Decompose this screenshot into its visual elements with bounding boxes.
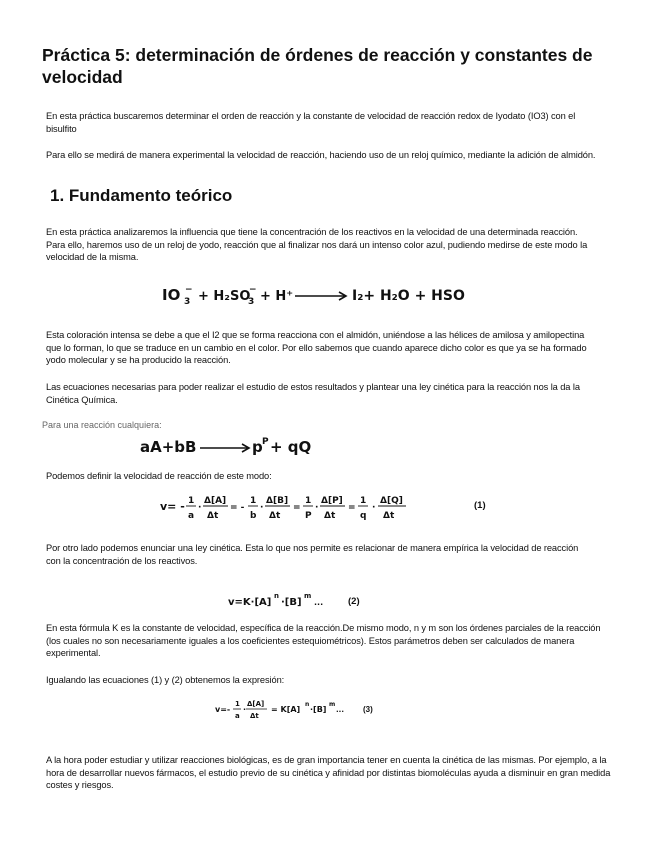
svg-text:·[B]: ·[B] bbox=[281, 597, 302, 608]
svg-text:+ H⁺: + H⁺ bbox=[260, 289, 294, 304]
rate-law-equation bbox=[228, 590, 348, 612]
svg-text:=: = bbox=[348, 503, 356, 513]
svg-text:= K[A]: = K[A] bbox=[271, 705, 301, 714]
svg-text:a: a bbox=[235, 712, 240, 720]
svg-text:·: · bbox=[243, 705, 247, 714]
svg-text:Δ[A]: Δ[A] bbox=[204, 496, 227, 506]
section-heading: 1. Fundamento teórico bbox=[50, 186, 233, 205]
svg-text:·: · bbox=[260, 503, 264, 513]
svg-text:+ H₂SO: + H₂SO bbox=[198, 289, 251, 304]
redox-reaction-equation bbox=[160, 282, 465, 308]
svg-text:v=K·[A]: v=K·[A] bbox=[228, 597, 272, 608]
svg-text:Δt: Δt bbox=[324, 511, 336, 521]
svg-text:Δ[A]: Δ[A] bbox=[247, 700, 265, 708]
svg-text:·: · bbox=[315, 503, 319, 513]
svg-text:3: 3 bbox=[184, 297, 191, 307]
svg-text:P: P bbox=[262, 437, 269, 447]
equation-number-3: (3) bbox=[363, 705, 373, 714]
svg-text:aA+bB: aA+bB bbox=[140, 438, 197, 456]
paragraph-ley-cinetica: Por otro lado podemos enunciar una ley cinética. Esta lo que nos permite es relacionar de manera empírica la velocidad de reacción con la concentración de los reactivos. bbox=[46, 543, 579, 566]
intro-paragraph-2: Para ello se medirá de manera experimental la velocidad de reacción, haciendo uso de un reloj químico, mediante la adición de almidón. bbox=[46, 150, 596, 160]
svg-text:1: 1 bbox=[235, 700, 240, 708]
svg-text:I₂+ H₂O + HSO: I₂+ H₂O + HSO bbox=[352, 288, 465, 304]
rate-definition-equation bbox=[160, 490, 480, 526]
svg-text:−: − bbox=[185, 285, 193, 295]
svg-text:b: b bbox=[250, 511, 257, 521]
svg-text:Δt: Δt bbox=[269, 511, 281, 521]
paragraph-igualando: Igualando las ecuaciones (1) y (2) obtenemos la expresión: bbox=[46, 675, 285, 685]
intro-paragraph-1: En esta práctica buscaremos determinar el orden de reacción y la constante de velocidad de reacción redox de Iyodato (IO3) con el bisulfito bbox=[46, 111, 576, 134]
paragraph-ecuaciones: Las ecuaciones necesarias para poder realizar el estudio de estos resultados y plantear una ley cinética para la reacción nos la da la Cinética Química. bbox=[46, 382, 580, 405]
svg-text:q: q bbox=[360, 511, 367, 521]
general-reaction-equation bbox=[140, 436, 310, 458]
svg-text:−: − bbox=[249, 285, 257, 295]
svg-text:m: m bbox=[329, 701, 336, 708]
svg-text:n: n bbox=[305, 701, 310, 708]
svg-text:P: P bbox=[305, 511, 312, 521]
svg-text:...: ... bbox=[314, 598, 324, 607]
svg-text:v= -: v= - bbox=[160, 500, 185, 513]
svg-text:·: · bbox=[372, 503, 376, 513]
svg-text:·[B]: ·[B] bbox=[310, 705, 327, 714]
svg-text:m: m bbox=[304, 592, 312, 600]
svg-text:=: = bbox=[293, 503, 301, 513]
paragraph-velocidad: Podemos definir la velocidad de reacción de este modo: bbox=[46, 471, 272, 481]
svg-text:1: 1 bbox=[305, 496, 312, 506]
combined-equation bbox=[215, 694, 385, 724]
equation-number-2: (2) bbox=[348, 596, 360, 607]
svg-text:n: n bbox=[274, 592, 279, 600]
svg-text:...: ... bbox=[336, 706, 344, 714]
svg-text:+ qQ: + qQ bbox=[270, 438, 312, 456]
svg-text:= -: = - bbox=[230, 503, 245, 513]
paragraph-formula-k: En esta fórmula K es la constante de velocidad, específica de la reacción.De mismo modo, n y m son los órdenes parciales de la reacción (los cuales no son necesariamente iguales a los coeficientes estequiométricos). Estos parámetros deben ser calculados de manera experimental. bbox=[46, 623, 601, 658]
svg-text:Δ[P]: Δ[P] bbox=[321, 496, 343, 506]
svg-text:3: 3 bbox=[248, 297, 255, 307]
svg-text:Δ[Q]: Δ[Q] bbox=[380, 496, 403, 506]
paragraph-coloracion: Esta coloración intensa se debe a que el I2 que se forma reacciona con el almidón, uniéndose a las hélices de amilosa y amilopectina que lo forman, lo que se traduce en un cambio en el color. Por ello sabemos que cuando aparece dicho color es que ya se ha formado yodo molecular y se ha producido la reacción. bbox=[46, 330, 587, 365]
equation-number-1: (1) bbox=[474, 500, 486, 511]
paragraph-fundamento: En esta práctica analizaremos la influencia que tiene la concentración de los reactivos en la velocidad de una determinada reacción. Para ello, haremos uso de un reloj de yodo, reacción que al finalizar nos dará un intenso color azul, pudiendo medirse de este modo la velocidad de la misma. bbox=[46, 227, 588, 262]
svg-text:1: 1 bbox=[360, 496, 367, 506]
page-title: Práctica 5: determinación de órdenes de reacción y constantes de velocidad bbox=[42, 45, 593, 87]
svg-text:Δt: Δt bbox=[250, 712, 259, 720]
svg-text:·: · bbox=[198, 503, 202, 513]
svg-text:Δ[B]: Δ[B] bbox=[266, 496, 289, 506]
reaction-note: Para una reacción cualquiera: bbox=[42, 420, 162, 430]
svg-text:IO: IO bbox=[162, 286, 181, 304]
svg-text:p: p bbox=[252, 438, 263, 456]
svg-text:a: a bbox=[188, 511, 195, 521]
paragraph-conclusion: A la hora poder estudiar y utilizar reacciones biológicas, es de gran importancia tener en cuenta la cinética de las mismas. Por ejemplo, a la hora de desarrollar nuevos fármacos, el estudio previo de su cinética y afinidad por distintas biomoléculas ayuda a disminuir en gran medida costes y riesgos. bbox=[46, 755, 611, 790]
svg-text:1: 1 bbox=[250, 496, 257, 506]
svg-text:1: 1 bbox=[188, 496, 195, 506]
svg-text:v=-: v=- bbox=[215, 705, 231, 714]
svg-text:Δt: Δt bbox=[383, 511, 395, 521]
svg-text:Δt: Δt bbox=[207, 511, 219, 521]
